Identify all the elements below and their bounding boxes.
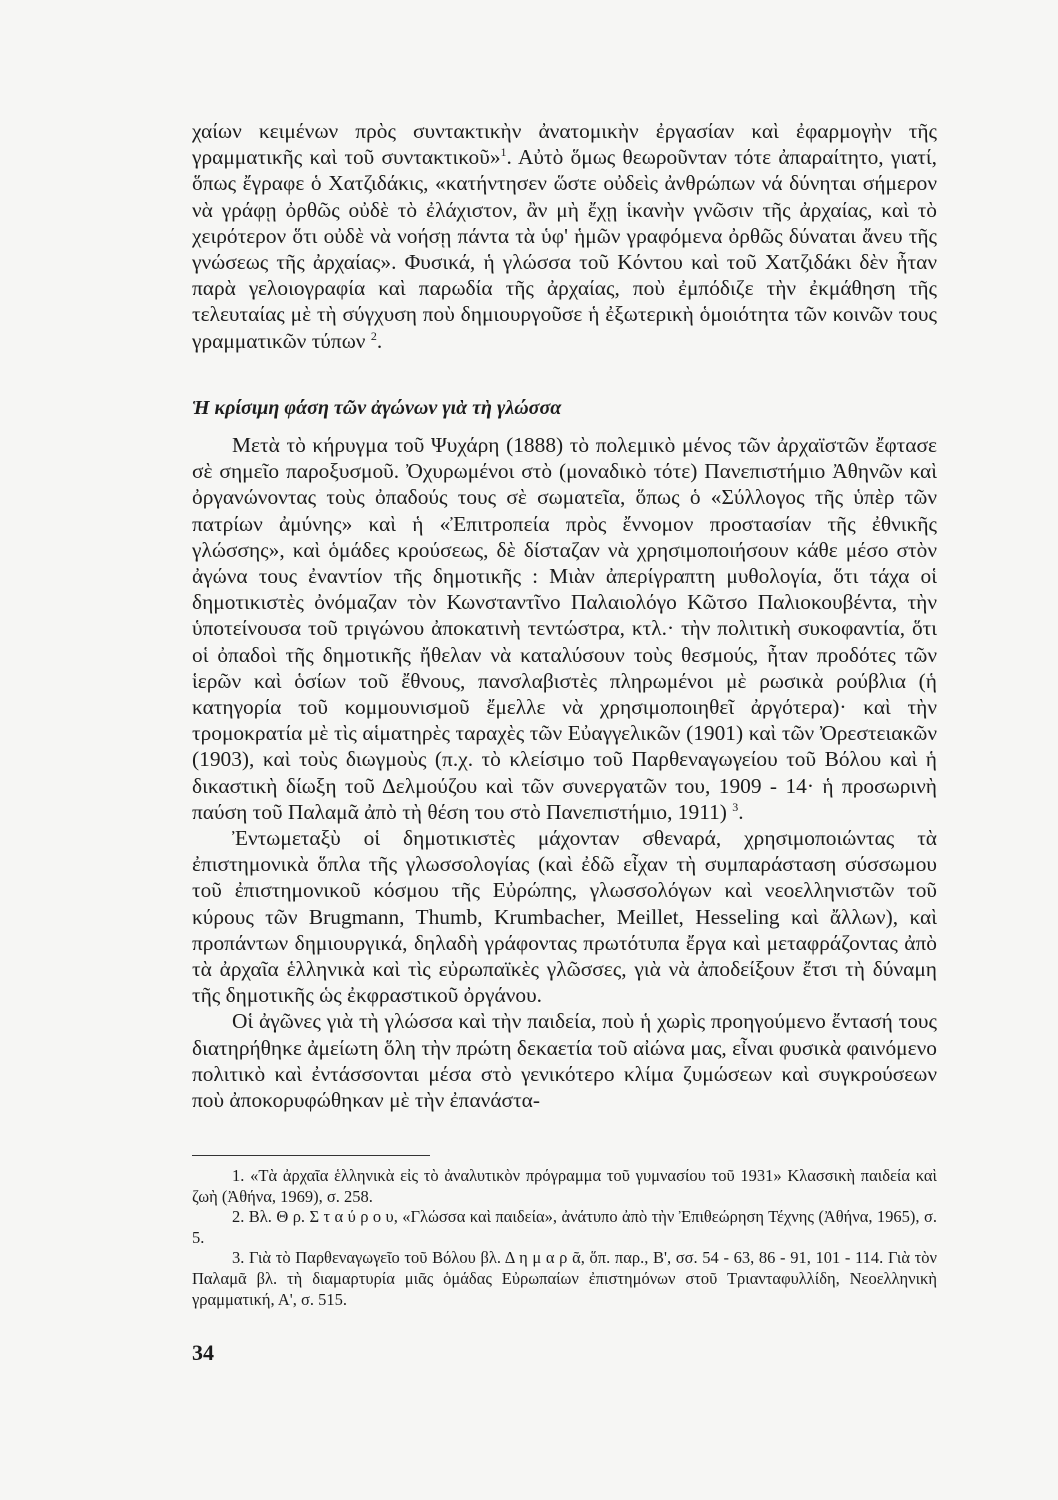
page-number: 34 [192, 1340, 214, 1365]
footnote-2 [192, 1207, 937, 1248]
footnote-ref-3: 3 [732, 799, 739, 814]
paragraph-text: χαίων κειμένων πρὸς συντακτικὴν ἀνατομικὴν ἐργασίαν καὶ ἐφαρμογὴν τῆς γραμματικῆς καὶ τοῦ συντακτικοῦ» [192, 119, 937, 170]
author-name: Δ η μ α ρ ᾶ, [504, 1248, 585, 1268]
footnote-text: 3. Γιὰ τὸ Παρθεναγωγεῖο τοῦ Βόλου βλ. [232, 1248, 505, 1268]
paragraph-text: Μετὰ τὸ κήρυγμα τοῦ Ψυχάρη (1888) τὸ πολεμικὸ μένος τῶν ἀρχαϊστῶν ἔφτασε σὲ σημεῖο παροξυσμοῦ. Ὀχυρωμένοι στὸ (μοναδικὸ τότε) Πανεπιστήμιο Ἀθηνῶν καὶ ὀργανώνοντας τοὺς ὀπαδούς τους σὲ σωματεῖα, ὅπως ὁ «Σύλλογος τῆς ὑπὲρ τῶν πατρίων ἀμύνης» καὶ ἡ «Ἐπιτροπεία πρὸς ἔννομον προστασίαν τῆς ἐθνικῆς γλώσσης», καὶ ὁμάδες κρούσεως, δὲ δίσταζαν νὰ χρησιμοποιήσουν κάθε μέσο στὸν ἀγώνα τους ἐναντίον τῆς δημοτικῆς : Μιὰν ἀπερίγραπτη μυθολογία, ὅτι τάχα οἱ δημοτικιστὲς ὀνόμαζαν τὸν Κωνσταντῖνο Παλαιολόγο Κῶτσο Παλιοκουβέντα, τὴν ὑποτείνουσα τοῦ τριγώνου ἀποκατινὴ τεντώστρα, κτλ.· τὴν πολιτικὴ συκοφαντία, ὅτι οἱ ὀπαδοὶ τῆς δημοτικῆς ἤθελαν νὰ καταλύσουν τοὺς θεσμούς, ἦταν προδότες τῶν ἱερῶν καὶ ὁσίων τοῦ ἔθνους, πανσλαβιστὲς πληρωμένοι μὲ ρωσικὰ ρούβλια (ἡ κατηγορία τοῦ κομμουνισμοῦ ἔμελλε νὰ χρησιμοποιηθεῖ ἀργότερα)· καὶ τὴν τρομοκρατία μὲ τὶς αἱματηρὲς ταραχὲς τῶν Εὐαγγελικῶν (1901) καὶ τῶν Ὀρεστειακῶν (1903), καὶ τοὺς διωγμοὺς (π.χ. τὸ κλείσιμο τοῦ Παρθεναγωγείου τοῦ Βόλου καὶ ἡ δικαστικὴ δίωξη τοῦ Δελμούζου καὶ τῶν συνεργατῶν του, 1909 - 14· ἡ προσωρινὴ παύση τοῦ Παλαμᾶ ἀπὸ τὴ θέση του στὸ Πανεπιστήμιο, 1911) [192, 433, 937, 824]
punctuation: . [738, 799, 744, 824]
paragraph: Οἱ ἀγῶνες γιὰ τὴ γλώσσα καὶ τὴν παιδεία, ποὺ ἡ χωρὶς προηγούμενο ἔντασή τους διατηρήθηκε ἀμείωτη ὅλη τὴν πρώτη δεκαετία τοῦ αἰώνα μας, εἶναι φυσικὰ φαινόμενο πολιτικὸ καὶ ἐντάσσονται μέσα στὸ γενικότερο κλίμα ζυμώσεων καὶ συγκρούσεων ποὺ ἀποκορυφώθηκαν μὲ τὴν ἐπανάστα- [192, 1009, 937, 1113]
punctuation: . [376, 328, 383, 353]
paragraph [192, 432, 937, 825]
footnote-3 [192, 1248, 937, 1310]
footnote-1: 1. «Τὰ ἀρχαῖα ἑλληνικὰ εἰς τὸ ἀναλυτικὸν πρόγραμμα τοῦ γυμνασίου τοῦ 1931» Κλασσικὴ παιδεία καὶ ζωὴ (Ἀθήνα, 1969), σ. 258. [192, 1166, 937, 1206]
footnote-text: ὅπ. παρ., Β', σσ. 54 - 63, 86 - 91, 101 - 114. Γιὰ τὸν Παλαμᾶ βλ. τὴ διαμαρτυρία μιᾶς ὁμάδας Εὐρωπαίων ἐπιστημόνων στοῦ Τριανταφυλλίδη, Νεοελληνικὴ γραμματική, Α', σ. 515. [192, 1248, 937, 1309]
footnote-divider [192, 1155, 430, 1156]
opening-paragraph [192, 118, 937, 354]
author-name: Θ ρ. Σ τ α ύ ρ ο υ, [276, 1207, 398, 1227]
footnote-ref-1: 1 [500, 145, 507, 160]
paragraph-text: . Αὐτὸ ὅμως θεωροῦνταν τότε ἀπαραίτητο, γιατί, ὅπως ἔγραφε ὁ Χατζιδάκις, «κατήντησεν ὥστε οὐδεὶς ἀνθρώπων νά δύνηται σήμερον νὰ γράφῃ ὀρθῶς οὐδὲ τὸ ἐλάχιστον, ἂν μὴ ἔχῃ ἱκανὴν γνῶσιν τῆς ἀρχαίας, καὶ τὸ χειρότερον ὅτι οὐδὲ νὰ νοήσῃ πάντα τὰ ὑφ' ἡμῶν γραφόμενα ὀρθῶς δύναται ἄνευ τῆς γνώσεως τῆς ἀρχαίας». Φυσικά, ἡ γλώσσα τοῦ Κόντου καὶ τοῦ Χατζιδάκι δὲν ἦταν παρὰ γελοιογραφία καὶ παρωδία τῆς ἀρχαίας, ποὺ ἐμπόδιζε τὴν ἐκμάθηση τῆς τελευταίας μὲ τὴ σύγχυση ποὺ δημιουργοῦσε ἡ ἐξωτερικὴ ὁμοιότητα τῶν κοινῶν τους γραμματικῶν τύπων [192, 145, 937, 353]
section-body [192, 432, 937, 1113]
paragraph: Ἐντωμεταξὺ οἱ δημοτικιστὲς μάχονταν σθεναρά, χρησιμοποιώντας τὰ ἐπιστημονικὰ ὅπλα τῆς γλωσσολογίας (καὶ ἐδῶ εἶχαν τὴ συμπαράσταση σύσσωμου τοῦ ἐπιστημονικοῦ κόσμου τῆς Εὐρώπης, γλωσσολόγων καὶ νεοελληνιστῶν τοῦ κύρους τῶν Brugmann, Thumb, Krumbacher, Meillet, Hesseling καὶ ἄλλων), καὶ προπάντων δημιουργικά, δηλαδὴ γράφοντας πρωτότυπα ἔργα καὶ μεταφράζοντας ἀπὸ τὰ ἀρχαῖα ἑλληνικὰ καὶ τὶς εὐρωπαϊκὲς γλῶσσες, γιὰ νὰ ἀποδείξουν ἔτσι τὴ δύναμη τῆς δημοτικῆς ὡς ἐκφραστικοῦ ὀργάνου. [192, 826, 937, 1008]
footnote-text: 2. Βλ. [232, 1207, 277, 1227]
footnote-ref-2: 2 [370, 328, 377, 343]
footnote-text: «Γλώσσα καὶ παιδεία», ἀνάτυπο ἀπὸ τὴν Ἐπιθεώρηση Τέχνης (Ἀθήνα, 1965), σ. 5. [192, 1207, 937, 1247]
footnotes [192, 1166, 937, 1310]
section-heading: Ἡ κρίσιμη φάση τῶν ἀγώνων γιὰ τὴ γλώσσα [192, 397, 562, 419]
